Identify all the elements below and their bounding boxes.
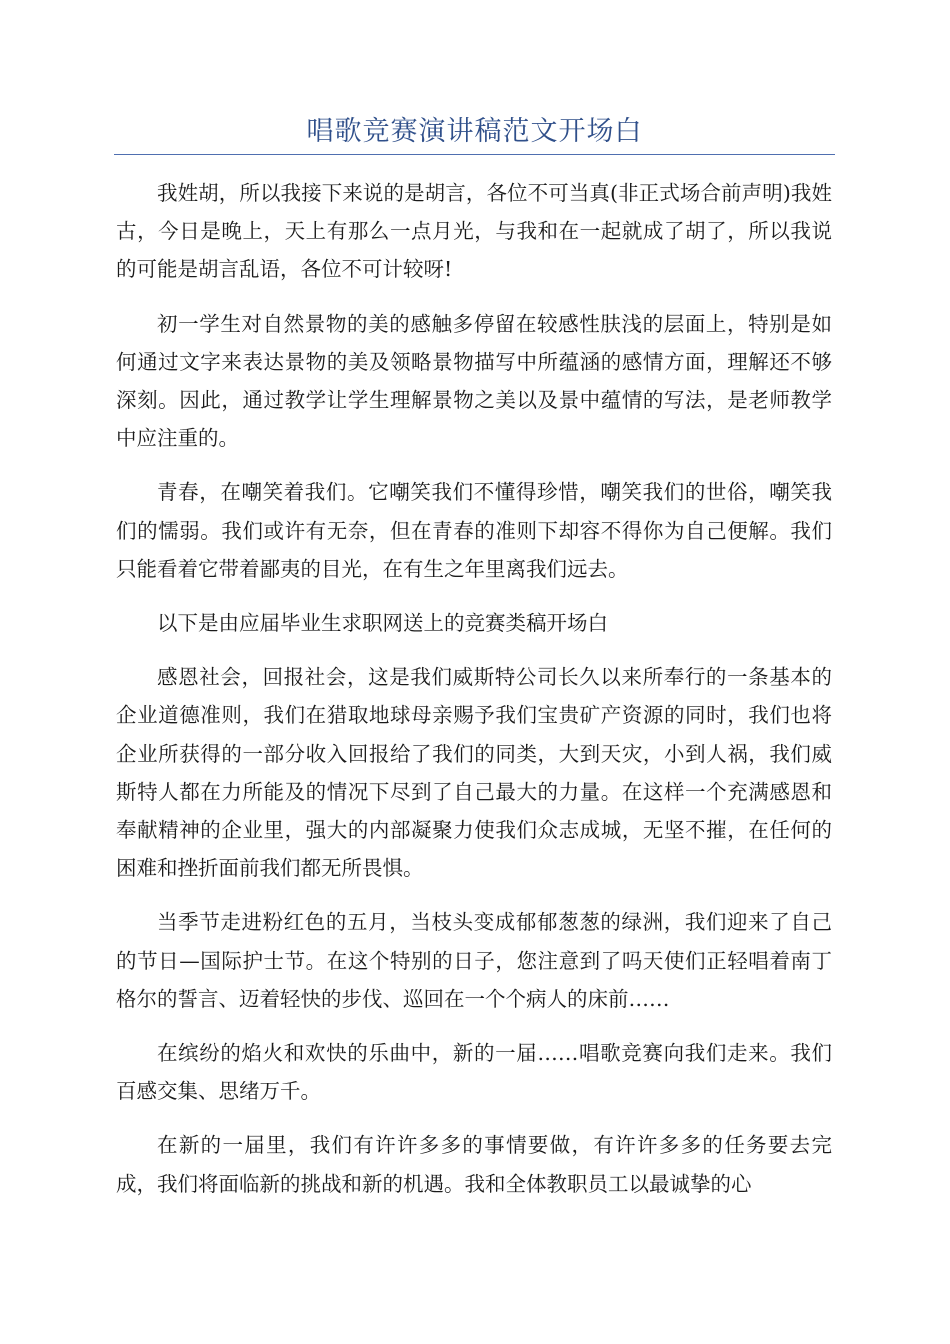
paragraph-6: 当季节走进粉红色的五月，当枝头变成郁郁葱葱的绿洲，我们迎来了自己的节日—国际护士节。在这个特别的日子，您注意到了吗天使们正轻唱着南丁格尔的誓言、迈着轻快的步伐、巡回在一个个病人的床前……: [116, 910, 832, 1011]
paragraph-4: 以下是由应届毕业生求职网送上的竞赛类稿开场白: [157, 611, 608, 636]
paragraph-3: 青春，在嘲笑着我们。它嘲笑我们不懂得珍惜，嘲笑我们的世俗，嘲笑我们的懦弱。我们或许有无奈，但在青春的准则下却容不得你为自己便解。我们只能看着它带着鄙夷的目光，在有生之年里离我们远去。: [116, 480, 832, 581]
paragraph-8: 在新的一届里，我们有许许多多的事情要做，有许许多多的任务要去完成，我们将面临新的挑战和新的机遇。我和全体教职员工以最诚挚的心: [116, 1133, 832, 1196]
paragraph-2: 初一学生对自然景物的美的感触多停留在较感性肤浅的层面上，特别是如何通过文字来表达景物的美及领略景物描写中所蕴涵的感情方面，理解还不够深刻。因此，通过教学让学生理解景物之美以及景中蕴情的写法，是老师教学中应注重的。: [116, 311, 832, 451]
document-body: [116, 174, 832, 1219]
document-title: 唱歌竞赛演讲稿范文开场白: [306, 116, 643, 147]
title-underline: [114, 154, 835, 155]
paragraph-1: 我姓胡，所以我接下来说的是胡言，各位不可当真(非正式场合前声明)我姓古，今日是晚上，天上有那么一点月光，与我和在一起就成了胡了，所以我说的可能是胡言乱语，各位不可计较呀!: [116, 181, 832, 282]
paragraph-5: 感恩社会，回报社会，这是我们威斯特公司长久以来所奉行的一条基本的企业道德准则，我们在猎取地球母亲赐予我们宝贵矿产资源的同时，我们也将企业所获得的一部分收入回报给了我们的同类，大到天灾，小到人祸，我们威斯特人都在力所能及的情况下尽到了自己最大的力量。在这样一个充满感恩和奉献精神的企业里，强大的内部凝聚力使我们众志成城，无坚不摧，在任何的困难和挫折面前我们都无所畏惧。: [116, 665, 832, 881]
paragraph-7: 在缤纷的焰火和欢快的乐曲中，新的一届……唱歌竞赛向我们走来。我们百感交集、思绪万千。: [116, 1041, 832, 1104]
